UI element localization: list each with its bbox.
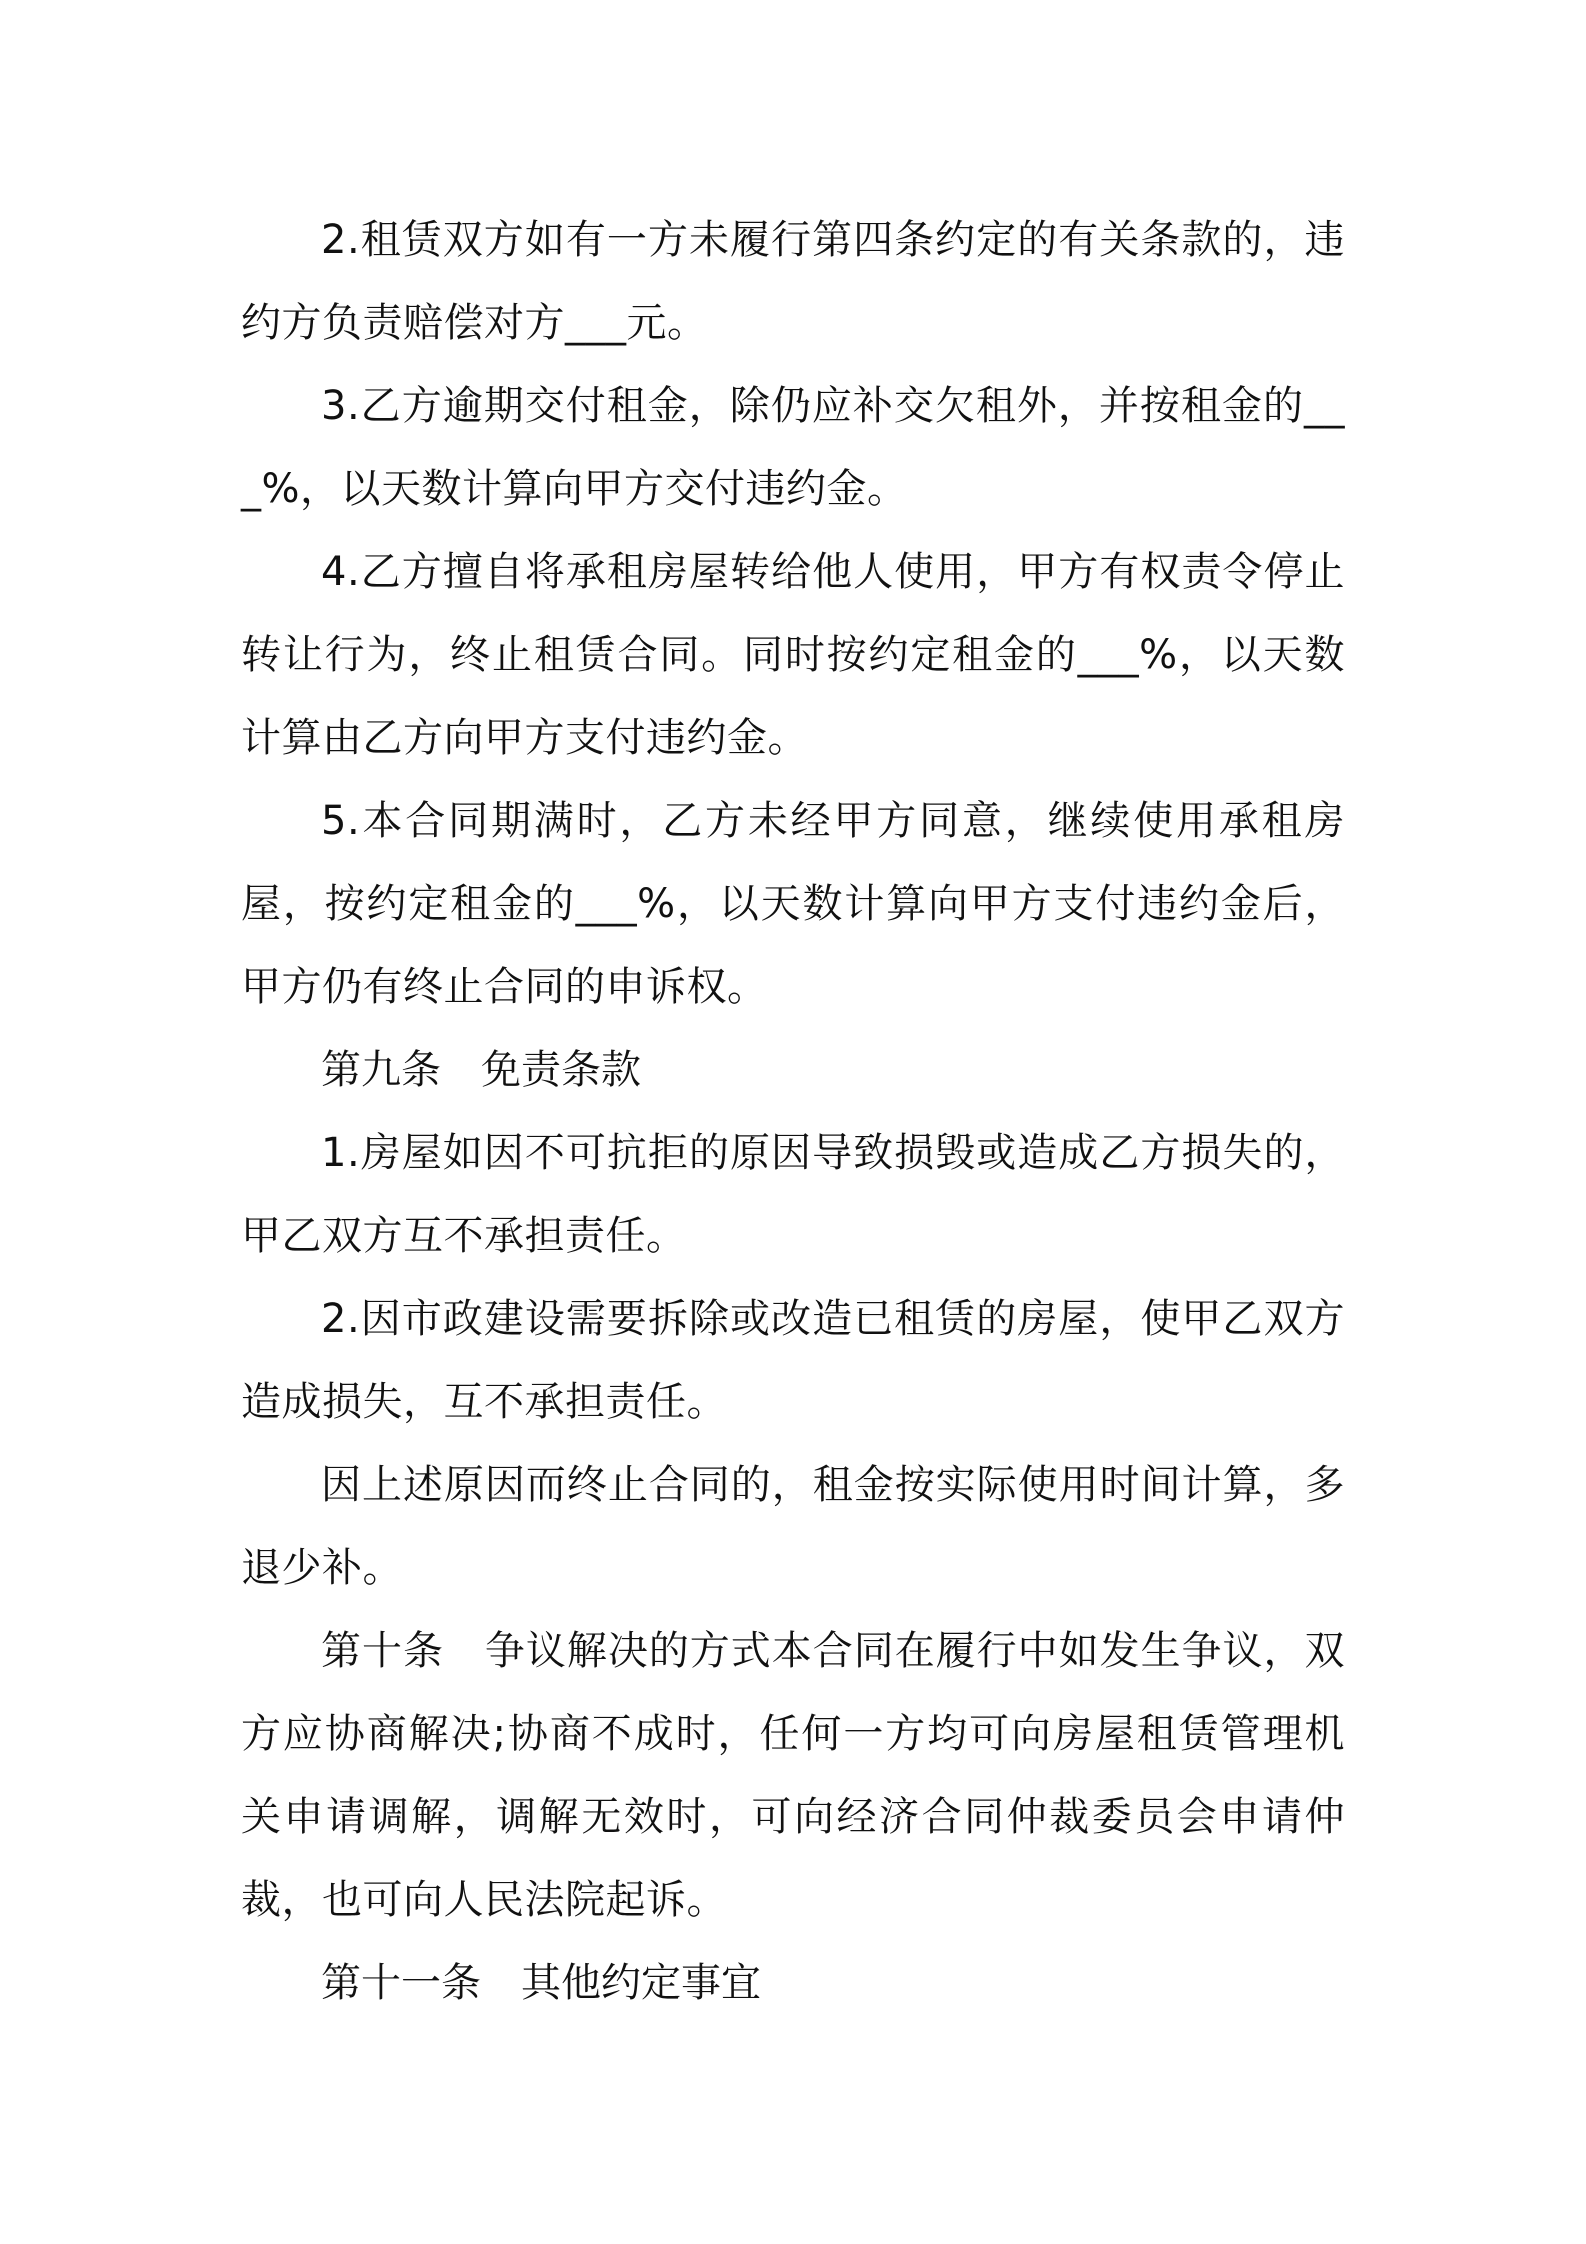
clause-paragraph-5: 5.本合同期满时，乙方未经甲方同意，继续使用承租房屋，按约定租金的___%，以天数计算向甲方支付违约金后，甲方仍有终止合同的申诉权。 [241, 798, 1345, 1010]
article-11-heading: 第十一条 其他约定事宜 [321, 1960, 761, 2006]
article-9-heading: 第九条 免责条款 [321, 1047, 641, 1093]
exemption-paragraph-3: 因上述原因而终止合同的，租金按实际使用时间计算，多退少补。 [241, 1462, 1345, 1591]
article-10-paragraph: 第十条 争议解决的方式本合同在履行中如发生争议，双方应协商解决;协商不成时，任何一方均可向房屋租赁管理机关申请调解，调解无效时，可向经济合同仲裁委员会申请仲裁，也可向人民法院起诉。 [241, 1628, 1345, 1923]
exemption-paragraph-1: 1.房屋如因不可抗拒的原因导致损毁或造成乙方损失的，甲乙双方互不承担责任。 [241, 1130, 1345, 1259]
document-body [241, 199, 1345, 2025]
clause-paragraph-4: 4.乙方擅自将承租房屋转给他人使用，甲方有权责令停止转让行为，终止租赁合同。同时按约定租金的___%，以天数计算由乙方向甲方支付违约金。 [241, 549, 1345, 761]
exemption-paragraph-2: 2.因市政建设需要拆除或改造已租赁的房屋，使甲乙双方造成损失，互不承担责任。 [241, 1296, 1345, 1425]
clause-paragraph-2: 2.租赁双方如有一方未履行第四条约定的有关条款的，违约方负责赔偿对方___元。 [241, 217, 1345, 346]
clause-paragraph-3: 3.乙方逾期交付租金，除仍应补交欠租外，并按租金的___%，以天数计算向甲方交付违约金。 [241, 383, 1345, 512]
